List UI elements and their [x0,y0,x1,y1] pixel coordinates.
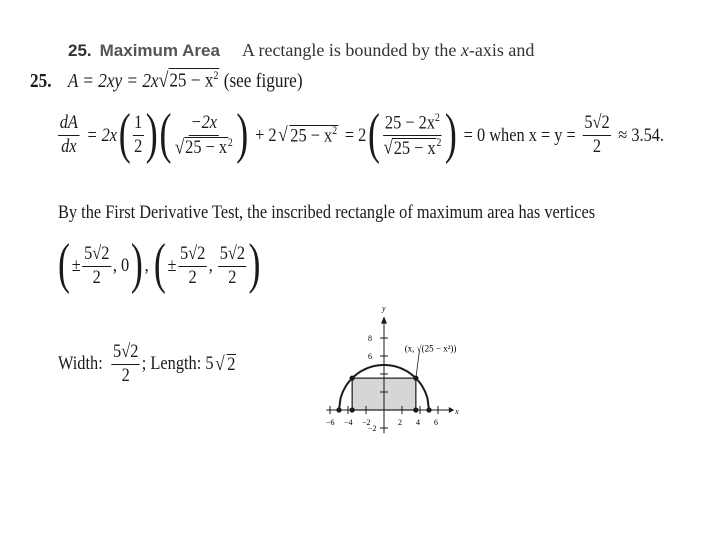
problem-number: 25. [68,41,92,60]
label-leader [416,351,420,379]
test-statement: By the First Derivative Test, the inscribed rectangle of maximum area has vertices [58,202,596,223]
vertex-point [413,407,418,412]
x-tick-label: −4 [344,418,353,427]
vertex-point [350,407,355,412]
vertices-expression: ( ± $\frac{5√2}{2}$ , 0 ) , ( ± $\frac{5√2}{2}$ , $\frac{5√2}{2}$ ) [58,234,261,297]
problem-title: Maximum Area [99,41,220,60]
area-figure [315,250,485,455]
sqrt-sign: √ [158,68,169,92]
x-tick-label: 2 [398,418,402,427]
x-axis-label: x [455,407,459,416]
vertex-point [350,376,355,381]
problem-header [68,40,534,61]
x-axis-arrow [449,407,454,413]
x-tick-label: −6 [326,418,335,427]
y-axis-label: y [382,304,386,313]
y-tick-label: 8 [368,334,372,343]
solution-number: 25. [30,70,52,92]
y-axis-arrow [381,316,387,323]
y-tick-label: −2 [368,424,377,433]
vertex-point [336,407,341,412]
area-equation: 25. $A = 2xy = 2x√25 - x^2$ (see figure) [30,68,303,92]
length-label: ; Length: 5 [141,353,214,375]
point-label: (x, √(25 − x²)) [404,343,457,354]
x-tick-label: 4 [416,418,420,427]
y-tick-label: 6 [368,352,372,361]
derivative-equation: $\frac{dA}{dx}$ = 2x ( $\frac{1}{2}$ ) ( $\frac{-2x}{√25 - x^2}$ ) + 2 √ $25 - x^2$ = 2 ( $\frac{25 - 2x^2}{√25 - x^2}$ ) = 0 when x = y = $\frac{5√2}{2}$ ≈ 3.54. [59,103,665,166]
figure-plot [326,304,459,433]
x-tick-label: −2 [362,418,371,427]
vertex-point [426,407,431,412]
problem-text: A rectangle is bounded by the x-axis and [241,40,535,60]
dimensions: Width: $\frac{5√2}{2}$ ; Length: 5 √ 2 [58,341,236,386]
x-tick-label: 6 [434,418,438,427]
width-label: Width: [58,353,103,375]
